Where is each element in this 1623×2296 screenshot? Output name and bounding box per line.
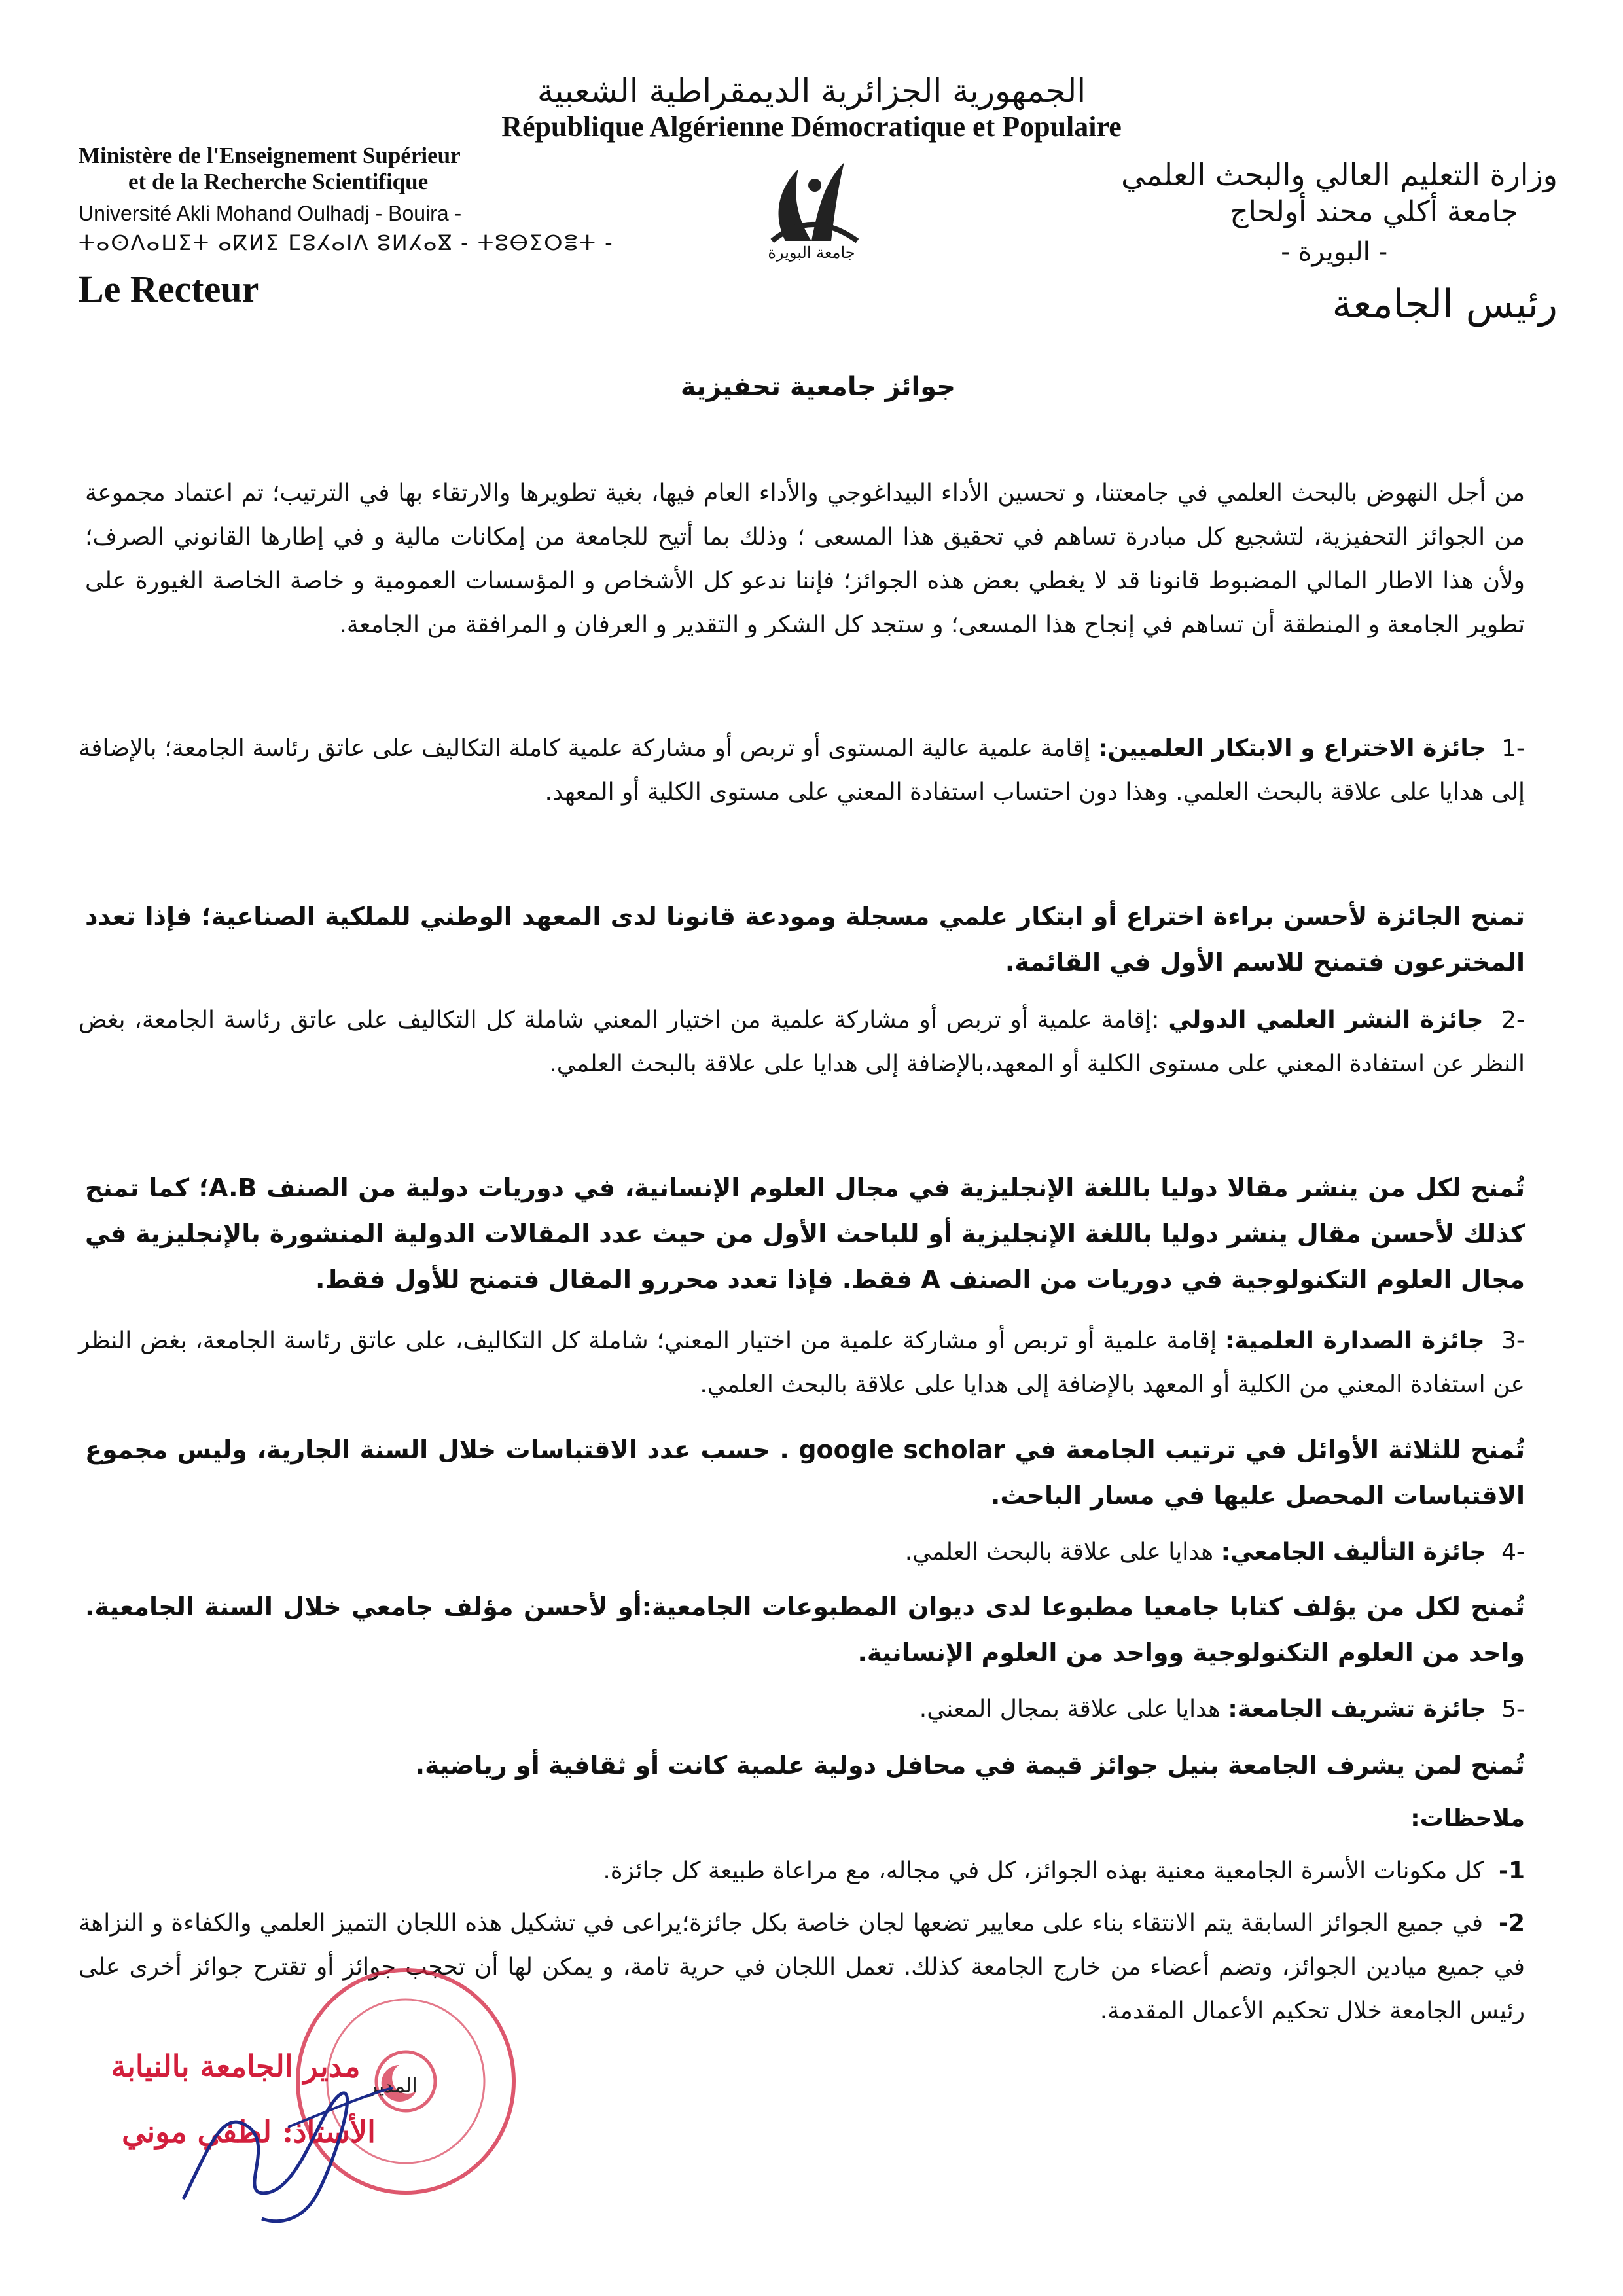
- arabic-city: - البويرة -: [1281, 237, 1387, 267]
- award-3-label: جائزة الصدارة العلمية:: [1224, 1327, 1485, 1354]
- note-2-text: في جميع الجوائز السابقة يتم الانتقاء بناء على معايير تضعها لجان خاصة بكل جائزة؛يراعى في تشكيل هذه اللجان التميز العلمي والكفاءة و النزاهة في جميع ميادين الجوائز، وتضم أعضاء من خارج الجامعة كذلك. تعمل اللجان في حرية تامة، و يمكن لها أن تحجب جوائز أو تقترح جوائز أخرى على رئيس الجامعة خلال تحكيم الأعمال المقدمة.: [79, 1910, 1525, 2024]
- note-1-text: كل مكونات الأسرة الجامعية معنية بهذه الجوائز، كل في مجاله، مع مراعاة طبيعة كل جائزة.: [603, 1857, 1484, 1884]
- arabic-rector-label: رئيس الجامعة: [1332, 281, 1558, 327]
- french-ministry-line1: Ministère de l'Enseignement Supérieur: [79, 143, 461, 168]
- award-4-number: -4: [1501, 1539, 1525, 1566]
- award-1: [79, 726, 1525, 814]
- award-4-text: هدايا على علاقة بالبحث العلمي.: [904, 1539, 1221, 1566]
- stamp-director-text: المدير: [368, 2075, 418, 2098]
- award-3-grant: تُمنح للثلاثة الأوائل في ترتيب الجامعة في google scholar . حسب عدد الاقتباسات خلال السنة الجارية، وليس مجموع الاقتباسات المحصل عليها في مسار الباحث.: [85, 1435, 1525, 1510]
- stamp-title-text: مدير الجامعة بالنيابة: [111, 2049, 361, 2084]
- tifinagh-university-name: ⵜⴰⵙⴷⴰⵡⵉⵜ ⴰⴽⵍⵉ ⵎⵓⵃⴰⵏⴷ ⵓⵍⵃⴰⴵ - ⵜⵓⴱⵉⵔⴻⵜ -: [79, 230, 614, 255]
- award-1-text: إقامة علمية عالية المستوى أو تربص أو مشاركة علمية كاملة التكاليف على عاتق رئاسة الجامعة؛ بالإضافة إلى هدايا على علاقة بالبحث العلمي. وهذا دون احتساب استفادة المعني على مستوى الكلية أو المعهد.: [79, 735, 1525, 806]
- award-2-grant: تُمنح لكل من ينشر مقالا دوليا باللغة الإنجليزية في مجال العلوم الإنسانية، في دوريات دولية من الصنف A.B؛ كما تمنح كذلك لأحسن مقال ينشر دوليا باللغة الإنجليزية أو للباحث الأول من حيث عدد المقالات الدولية المنشورة بالإنجليزية في مجال العلوم التكنولوجية في دوريات من الصنف A فقط. فإذا تعدد محررو المقال فتمنح للأول فقط.: [85, 1174, 1525, 1294]
- le-recteur-label: Le Recteur: [79, 268, 259, 310]
- award-3-number: -3: [1501, 1327, 1525, 1354]
- french-republic-heading: République Algérienne Démocratique et Populaire: [501, 111, 1122, 143]
- award-1-number: -1: [1501, 735, 1525, 762]
- award-4-grant: تُمنح لكل من يؤلف كتابا جامعيا مطبوعا لدى ديوان المطبوعات الجامعية:أو لأحسن مؤلف جامعي خلال السنة الجامعية. واحد من العلوم التكنولوجية وواحد من العلوم الإنسانية.: [85, 1592, 1525, 1667]
- arabic-republic-heading: الجمهورية الجزائرية الديمقراطية الشعبية: [537, 72, 1086, 110]
- award-2-label: جائزة النشر العلمي الدولي: [1168, 1007, 1484, 1033]
- award-3: [79, 1319, 1525, 1407]
- arabic-university-name: جامعة أكلي محند أولحاج: [1230, 195, 1518, 228]
- award-2: [79, 998, 1525, 1086]
- arabic-ministry-name: وزارة التعليم العالي والبحث العلمي: [1121, 157, 1558, 192]
- award-2-text: :إقامة علمية أو تربص أو مشاركة علمية من اختيار المعني شاملة كل التكاليف على عاتق رئاسة الجامعة، بغض النظر عن استفادة المعني على مستوى الكلية أو المعهد،بالإضافة إلى هدايا على علاقة بالبحث العلمي.: [79, 1007, 1525, 1077]
- award-3-text: إقامة علمية أو تربص أو مشاركة علمية من اختيار المعني؛ شاملة كل التكاليف، على عاتق رئاسة الجامعة، بغض النظر عن استفادة المعني من الكلية أو المعهد بالإضافة إلى هدايا على علاقة بالبحث العلمي.: [79, 1327, 1525, 1398]
- award-5-label: جائزة تشريف الجامعة:: [1228, 1696, 1487, 1723]
- french-university-name: Université Akli Mohand Oulhadj - Bouira -: [79, 202, 462, 225]
- award-4: [79, 1530, 1525, 1574]
- award-5-grant: تُمنح لمن يشرف الجامعة بنيل جوائز قيمة في محافل دولية علمية كانت أو ثقافية أو رياضية.: [415, 1751, 1525, 1780]
- stamp-name-text: الأستاذ: لطفي موني: [122, 2114, 376, 2149]
- note-2-number: 2-: [1498, 1910, 1525, 1937]
- award-1-label: جائزة الاختراع و الابتكار العلميين:: [1098, 735, 1486, 762]
- logo-caption: جامعة البويرة: [768, 243, 855, 262]
- award-2-number: -2: [1501, 1007, 1525, 1033]
- award-5-text: هدايا على علاقة بمجال المعني.: [919, 1696, 1228, 1723]
- handwritten-signature: [170, 2068, 406, 2238]
- award-1-grant: تمنح الجائزة لأحسن براءة اختراع أو ابتكار علمي مسجلة ومودعة قانونا لدى المعهد الوطني للملكية الصناعية؛ فإذا تعدد المخترعون فتمنح للاسم الأول في القائمة.: [85, 902, 1525, 977]
- notes-title: ملاحظات:: [1410, 1805, 1525, 1832]
- french-ministry-line2: et de la Recherche Scientifique: [128, 169, 429, 194]
- intro-paragraph: من أجل النهوض بالبحث العلمي في جامعتنا، و تحسين الأداء البيداغوجي والأداء العام فيها، بغية تطويرها والارتقاء بها في الترتيب؛ تم اعتماد مجموعة من الجوائز التحفيزية، لتشجيع كل مبادرة تساهم في تحقيق هذا المسعى ؛ وذلك بما أتيح للجامعة من إمكانات مالية و في إطارها القانوني الصرف؛ ولأن هذا الاطار المالي المضبوط قانونا قد لا يغطي بعض هذه الجوائز؛ فإننا ندعو كل الأشخاص و المؤسسات العمومية و خاصة الخاصة الغيورة على تطوير الجامعة و المنطقة أن تساهم في إنجاح هذا المسعى؛ و ستجد كل الشكر و التقدير و العرفان و المرافقة من الجامعة.: [85, 480, 1525, 638]
- note-1-number: 1-: [1498, 1857, 1525, 1884]
- award-4-label: جائزة التأليف الجامعي:: [1221, 1539, 1487, 1566]
- award-5-number: -5: [1501, 1696, 1525, 1723]
- document-title: جوائز جامعية تحفيزية: [680, 372, 956, 402]
- award-5: [79, 1687, 1525, 1731]
- note-1: [79, 1849, 1525, 1893]
